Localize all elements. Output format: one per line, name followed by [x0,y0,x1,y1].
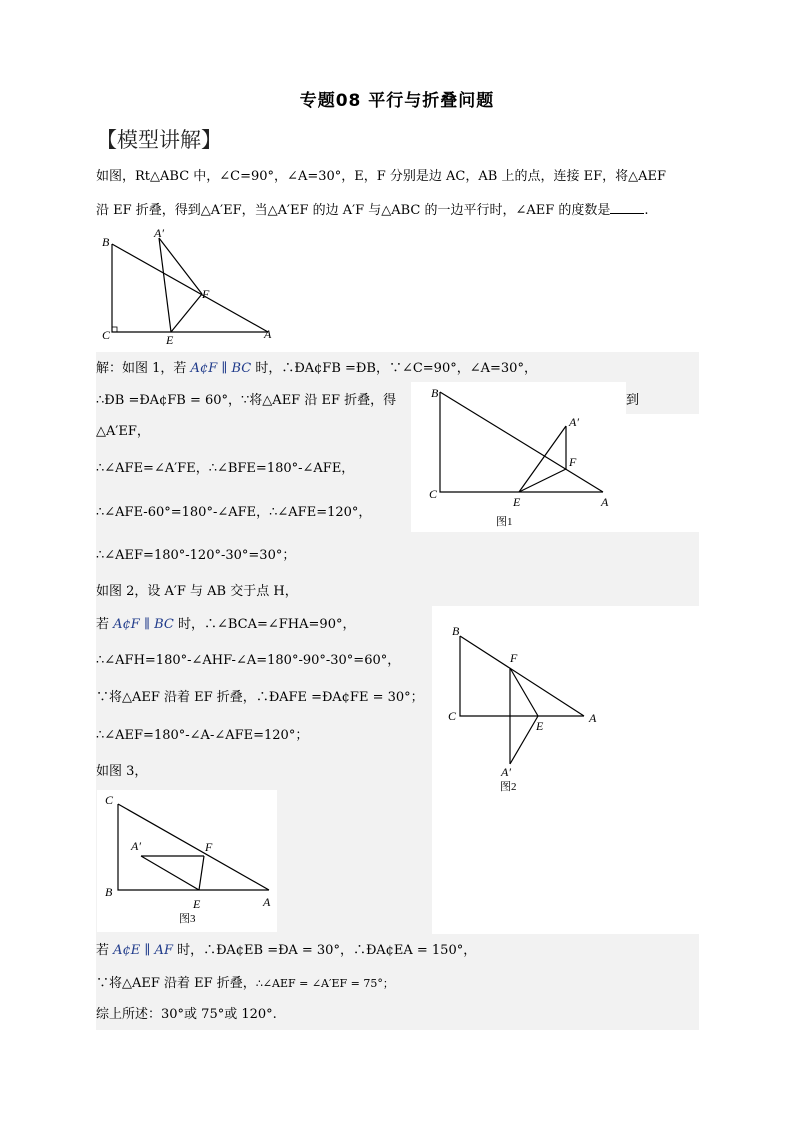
solution-line-6: ∴∠AEF=180°-120°-30°=30°； [96,548,296,563]
fig1-label-f: F [569,455,577,469]
solution-line-14 [96,974,394,994]
label-a-prime: A′ [154,228,164,240]
problem-line-2-text: 沿 EF 折叠，得到△A′EF，当△A′EF 的边 A′F 与△ABC 的一边平行时，∠AEF 的度数是 [96,203,611,218]
fig2-label-f: F [510,651,518,665]
solution-line-2-end: 到 [626,393,640,408]
fig2-segment-ef [510,668,538,716]
solution-line-7: 如图 2，设 A′F 与 AB 交于点 H， [96,584,298,599]
solution-line-13-a: 若 [96,943,114,958]
fig1-label-a-prime: A′ [569,415,579,429]
fig3-label-f: F [205,840,213,854]
solution-line-13 [96,941,476,961]
solution-line-9: ∴∠AFH=180°-∠AHF-∠A=180°-90°-30°=60°， [96,653,401,668]
solution-line-10-a: ∵将△AEF 沿着 EF 折叠， [96,690,256,705]
solution-line-13-b: A¢E ∥ AF [113,943,173,958]
solution-line-2 [96,391,396,411]
fig1-segment-a-prime-e [519,426,566,492]
solution-line-4: ∴∠AFE=∠A′FE，∴∠BFE=180°-∠AFE， [96,461,355,476]
label-e: E [166,333,174,346]
figure-3 [97,790,277,932]
solution-line-8-a: 若 [96,617,114,632]
right-angle-mark [112,327,117,332]
fig3-label-b: B [105,885,113,899]
fig1-label-b: B [431,386,439,400]
solution-line-15: 综上所述：30°或 75°或 120°. [96,1007,277,1022]
fig3-segment-ef [199,856,204,890]
fig1-label-e: E [513,495,521,509]
fig1-label-c: C [429,487,438,501]
solution-line-13-c: 时，∴ÐA¢EB =ÐA = 30°，∴ÐA¢EA = 150°， [172,943,477,958]
fig3-label-e: E [193,897,201,911]
problem-line-2 [96,201,706,221]
fig2-caption: 图2 [500,781,517,793]
solution-line-3: △A′EF， [96,424,150,439]
solution-line-14-a: ∵将△AEF 沿着 EF 折叠， [96,976,256,991]
problem-line-2-end: . [644,203,649,218]
fig2-label-e: E [536,719,544,733]
fig2-hypotenuse [460,636,584,716]
segment-ef [171,294,202,332]
solution-line-12: 如图 3， [96,764,148,779]
label-a: A [264,327,272,341]
page-title: 专题08 平行与折叠问题 [299,91,495,111]
problem-line-1: 如图，Rt△ABC 中，∠C=90°，∠A=30°，E，F 分别是边 AC，AB 上的点，连接 EF，将△AEF [96,169,666,184]
solution-line-5: ∴∠AFE-60°=180°-∠AFE，∴∠AFE=120°， [96,505,372,520]
hypotenuse-ab [112,244,268,332]
solution-line-1 [96,359,537,379]
fig2-label-b: B [452,624,460,638]
answer-blank [610,201,644,214]
fig2-label-c: C [448,709,457,723]
solution-line-1-a: 解：如图 1，若 [96,361,191,376]
label-f: F [202,287,210,301]
label-c: C [102,328,111,342]
solution-line-2-a: ∴ÐB =ÐA¢FB = 60°，∵将△AEF 沿 EF 折叠，得 [96,393,397,408]
solution-line-11: ∴∠AEF=180°-∠A-∠AFE=120°； [96,728,309,743]
problem-figure [98,228,278,346]
solution-line-8-b: A¢F ∥ BC [113,617,174,632]
solution-line-8 [96,615,355,635]
fig2-label-a-prime: A′ [501,765,511,779]
fig1-segment-ef [519,469,566,492]
solution-line-8-c: 时，∴∠BCA=∠FHA=90°， [173,617,356,632]
figure-1 [411,382,626,532]
fig3-label-a-prime: A′ [131,839,141,853]
fig2-segment-a-prime-e [510,716,538,764]
section-heading: 【模型讲解】 [96,128,222,152]
fig3-label-c: C [105,793,114,807]
fig1-caption: 图1 [496,516,513,528]
fig1-hypotenuse [440,392,603,492]
fig2-label-a: A [589,711,597,725]
fig3-caption: 图3 [179,913,196,925]
fig3-segment-a-prime-e [141,856,199,890]
solution-line-10 [96,688,424,708]
label-b: B [102,235,110,249]
solution-line-1-b: A¢F ∥ BC [190,361,252,376]
fig1-label-a: A [601,495,609,509]
figure-2 [432,606,602,801]
solution-line-10-b: ∴ÐAFE =ÐA¢FE = 30°； [255,690,424,705]
solution-line-14-b: ∴∠AEF = ∠A′EF = 75°； [255,977,394,990]
fig3-label-a: A [263,895,271,909]
solution-line-1-c: 时，∴ÐA¢FB =ÐB，∵∠C=90°，∠A=30°， [251,361,537,376]
